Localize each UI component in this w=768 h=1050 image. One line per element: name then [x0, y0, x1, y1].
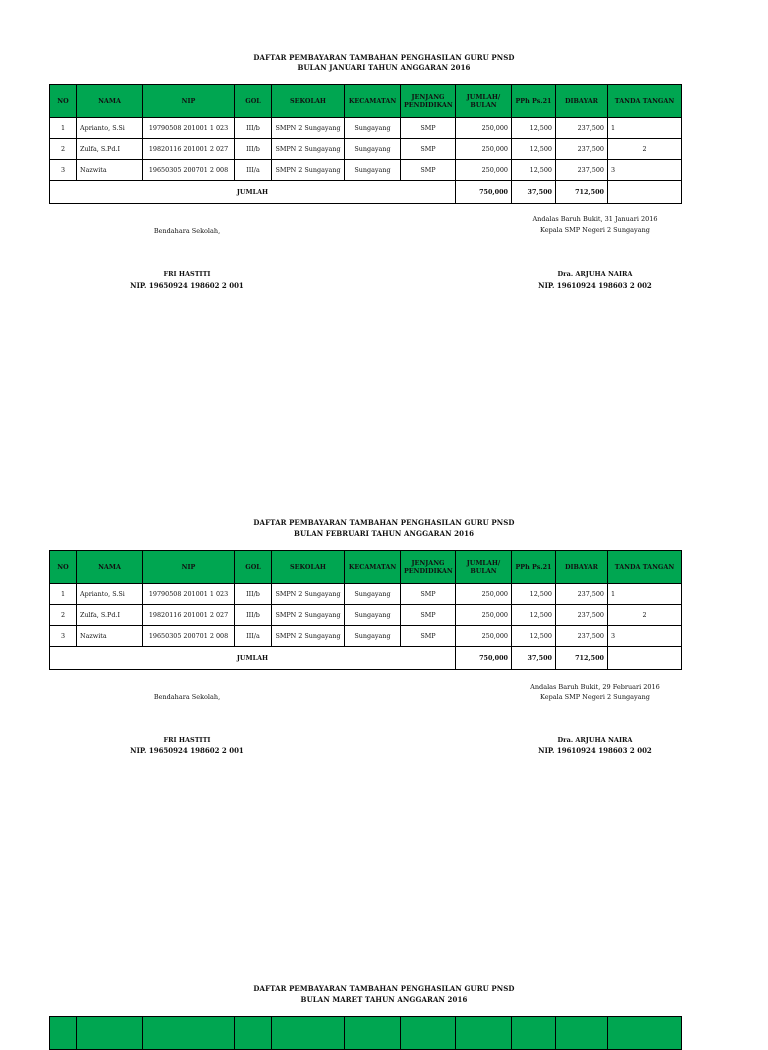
cell-pph: 12,500	[512, 626, 556, 647]
cell-gol: III/a	[235, 626, 272, 647]
cell-kecamatan: Sungayang	[345, 626, 401, 647]
table-row	[50, 605, 682, 626]
signature-number-center: 2	[642, 145, 647, 153]
right-signer-role: Kepala SMP Negeri 2 Sungayang	[540, 226, 650, 234]
col-header-jumlah	[456, 1017, 512, 1050]
report-title-line1: DAFTAR PEMBAYARAN TAMBAHAN PENGHASILAN GURU PNSD	[253, 518, 515, 527]
col-header-nip: NIP	[143, 551, 235, 584]
cell-no: 3	[50, 160, 77, 181]
table-row	[50, 118, 682, 139]
report-title-line2: BULAN MARET TAHUN ANGGARAN 2016	[300, 995, 468, 1004]
col-header-dibayar: DIBAYAR	[556, 85, 608, 118]
cell-sekolah: SMPN 2 Sungayang	[272, 118, 345, 139]
right-signer-nip: NIP. 19610924 198603 2 002	[538, 746, 652, 755]
signature-number-left: 3	[611, 632, 616, 640]
total-dibayar: 712,500	[556, 181, 608, 204]
col-header-tanda-tangan: TANDA TANGAN	[608, 551, 682, 584]
cell-dibayar: 237,500	[556, 118, 608, 139]
table-header-row	[50, 85, 682, 118]
cell-sekolah: SMPN 2 Sungayang	[272, 584, 345, 605]
cell-nama: Nazwita	[77, 626, 143, 647]
col-header-no: NO	[50, 85, 77, 118]
table-row	[50, 139, 682, 160]
cell-nama: Zulfa, S.Pd.I	[77, 605, 143, 626]
cell-jenjang: SMP	[401, 626, 456, 647]
col-header-gol: GOL	[235, 551, 272, 584]
cell-jumlah: 250,000	[456, 139, 512, 160]
cell-jumlah: 250,000	[456, 584, 512, 605]
cell-dibayar: 237,500	[556, 605, 608, 626]
col-header-dibayar	[556, 1017, 608, 1050]
col-header-jenjang: JENJANG PENDIDIKAN	[401, 551, 456, 584]
cell-no: 1	[50, 118, 77, 139]
cell-nip: 19820116 201001 2 027	[143, 605, 235, 626]
table-row	[50, 160, 682, 181]
col-header-sekolah: SEKOLAH	[272, 551, 345, 584]
cell-sekolah: SMPN 2 Sungayang	[272, 626, 345, 647]
report-title-line2: BULAN JANUARI TAHUN ANGGARAN 2016	[297, 63, 471, 72]
signature-number-left: 1	[611, 590, 616, 598]
cell-tanda-tangan	[608, 605, 682, 626]
cell-dibayar: 237,500	[556, 139, 608, 160]
right-signer-name: Dra. ARJUHA NAIRA	[557, 270, 633, 278]
payment-table	[49, 550, 682, 670]
table-row	[50, 626, 682, 647]
col-header-kecamatan: KECAMATAN	[345, 551, 401, 584]
col-header-nama: NAMA	[77, 551, 143, 584]
total-dibayar: 712,500	[556, 647, 608, 670]
col-header-tanda-tangan: TANDA TANGAN	[608, 85, 682, 118]
col-header-jumlah: JUMLAH/ BULAN	[456, 551, 512, 584]
left-signer-role: Bendahara Sekolah,	[153, 227, 221, 235]
col-header-gol: GOL	[235, 85, 272, 118]
col-header-nama	[77, 1017, 143, 1050]
total-label: JUMLAH	[50, 647, 456, 670]
right-signer-name: Dra. ARJUHA NAIRA	[557, 736, 633, 744]
cell-no: 1	[50, 584, 77, 605]
cell-jumlah: 250,000	[456, 118, 512, 139]
col-header-gol	[235, 1017, 272, 1050]
right-signer-nip: NIP. 19610924 198603 2 002	[538, 281, 652, 290]
signature-number-center: 2	[642, 611, 647, 619]
cell-pph: 12,500	[512, 605, 556, 626]
col-header-kecamatan	[345, 1017, 401, 1050]
col-header-sekolah: SEKOLAH	[272, 85, 345, 118]
cell-tanda-tangan	[608, 584, 682, 605]
signature-number-left: 3	[611, 166, 616, 174]
payment-table	[49, 84, 682, 204]
total-label: JUMLAH	[50, 181, 456, 204]
col-header-pph: PPh Ps.21	[512, 551, 556, 584]
table-header-row	[50, 1017, 682, 1050]
cell-nip: 19650305 200701 2 008	[143, 626, 235, 647]
report-title-line1: DAFTAR PEMBAYARAN TAMBAHAN PENGHASILAN GURU PNSD	[253, 53, 515, 62]
cell-jenjang: SMP	[401, 139, 456, 160]
cell-jenjang: SMP	[401, 160, 456, 181]
cell-kecamatan: Sungayang	[345, 584, 401, 605]
total-jumlah: 750,000	[456, 647, 512, 670]
cell-nama: Nazwita	[77, 160, 143, 181]
cell-nama: Aprianto, S.Si	[77, 118, 143, 139]
cell-kecamatan: Sungayang	[345, 160, 401, 181]
cell-nama: Zulfa, S.Pd.I	[77, 139, 143, 160]
cell-jumlah: 250,000	[456, 626, 512, 647]
report-title-line2: BULAN FEBRUARI TAHUN ANGGARAN 2016	[293, 529, 475, 538]
cell-tanda-tangan	[608, 118, 682, 139]
col-header-sekolah	[272, 1017, 345, 1050]
col-header-dibayar: DIBAYAR	[556, 551, 608, 584]
cell-sekolah: SMPN 2 Sungayang	[272, 160, 345, 181]
cell-gol: III/a	[235, 160, 272, 181]
col-header-nip	[143, 1017, 235, 1050]
col-header-nama: NAMA	[77, 85, 143, 118]
total-row	[50, 181, 682, 204]
left-signer-nip: NIP. 19650924 198602 2 001	[130, 281, 244, 290]
cell-kecamatan: Sungayang	[345, 118, 401, 139]
total-jumlah: 750,000	[456, 181, 512, 204]
cell-tanda-tangan	[608, 626, 682, 647]
total-row	[50, 647, 682, 670]
cell-gol: III/b	[235, 584, 272, 605]
cell-dibayar: 237,500	[556, 584, 608, 605]
cell-no: 2	[50, 605, 77, 626]
col-header-tanda-tangan	[608, 1017, 682, 1050]
cell-gol: III/b	[235, 118, 272, 139]
col-header-no	[50, 1017, 77, 1050]
signature-number-left: 1	[611, 124, 616, 132]
cell-dibayar: 237,500	[556, 160, 608, 181]
col-header-jenjang	[401, 1017, 456, 1050]
total-tanda-tangan	[608, 647, 682, 670]
cell-no: 2	[50, 139, 77, 160]
cell-jenjang: SMP	[401, 605, 456, 626]
report-title-line1: DAFTAR PEMBAYARAN TAMBAHAN PENGHASILAN GURU PNSD	[253, 984, 515, 993]
cell-gol: III/b	[235, 139, 272, 160]
col-header-jumlah: JUMLAH/ BULAN	[456, 85, 512, 118]
cell-jenjang: SMP	[401, 584, 456, 605]
cell-nip: 19650305 200701 2 008	[143, 160, 235, 181]
total-pph: 37,500	[512, 647, 556, 670]
cell-pph: 12,500	[512, 118, 556, 139]
cell-nip: 19790508 201001 1 023	[143, 118, 235, 139]
left-signer-nip: NIP. 19650924 198602 2 001	[130, 746, 244, 755]
cell-dibayar: 237,500	[556, 626, 608, 647]
cell-gol: III/b	[235, 605, 272, 626]
cell-jumlah: 250,000	[456, 605, 512, 626]
col-header-pph: PPh Ps.21	[512, 85, 556, 118]
cell-pph: 12,500	[512, 160, 556, 181]
cell-jenjang: SMP	[401, 118, 456, 139]
left-signer-role: Bendahara Sekolah,	[153, 693, 221, 701]
place-date: Andalas Baruh Bukit, 31 Januari 2016	[532, 215, 658, 223]
cell-no: 3	[50, 626, 77, 647]
cell-pph: 12,500	[512, 139, 556, 160]
right-signer-role: Kepala SMP Negeri 2 Sungayang	[540, 693, 650, 701]
cell-jumlah: 250,000	[456, 160, 512, 181]
left-signer-name: FRI HASTITI	[163, 736, 211, 744]
table-header-row	[50, 551, 682, 584]
place-date: Andalas Baruh Bukit, 29 Februari 2016	[530, 683, 660, 691]
table-row	[50, 584, 682, 605]
cell-sekolah: SMPN 2 Sungayang	[272, 605, 345, 626]
col-header-kecamatan: KECAMATAN	[345, 85, 401, 118]
total-tanda-tangan	[608, 181, 682, 204]
cell-nama: Aprianto, S.Si	[77, 584, 143, 605]
cell-tanda-tangan	[608, 160, 682, 181]
cell-kecamatan: Sungayang	[345, 605, 401, 626]
cell-pph: 12,500	[512, 584, 556, 605]
col-header-nip: NIP	[143, 85, 235, 118]
cell-nip: 19790508 201001 1 023	[143, 584, 235, 605]
cell-kecamatan: Sungayang	[345, 139, 401, 160]
col-header-pph	[512, 1017, 556, 1050]
col-header-no: NO	[50, 551, 77, 584]
col-header-jenjang: JENJANG PENDIDIKAN	[401, 85, 456, 118]
total-pph: 37,500	[512, 181, 556, 204]
payment-table-partial	[49, 1016, 682, 1050]
cell-sekolah: SMPN 2 Sungayang	[272, 139, 345, 160]
left-signer-name: FRI HASTITI	[163, 270, 211, 278]
cell-nip: 19820116 201001 2 027	[143, 139, 235, 160]
cell-tanda-tangan	[608, 139, 682, 160]
